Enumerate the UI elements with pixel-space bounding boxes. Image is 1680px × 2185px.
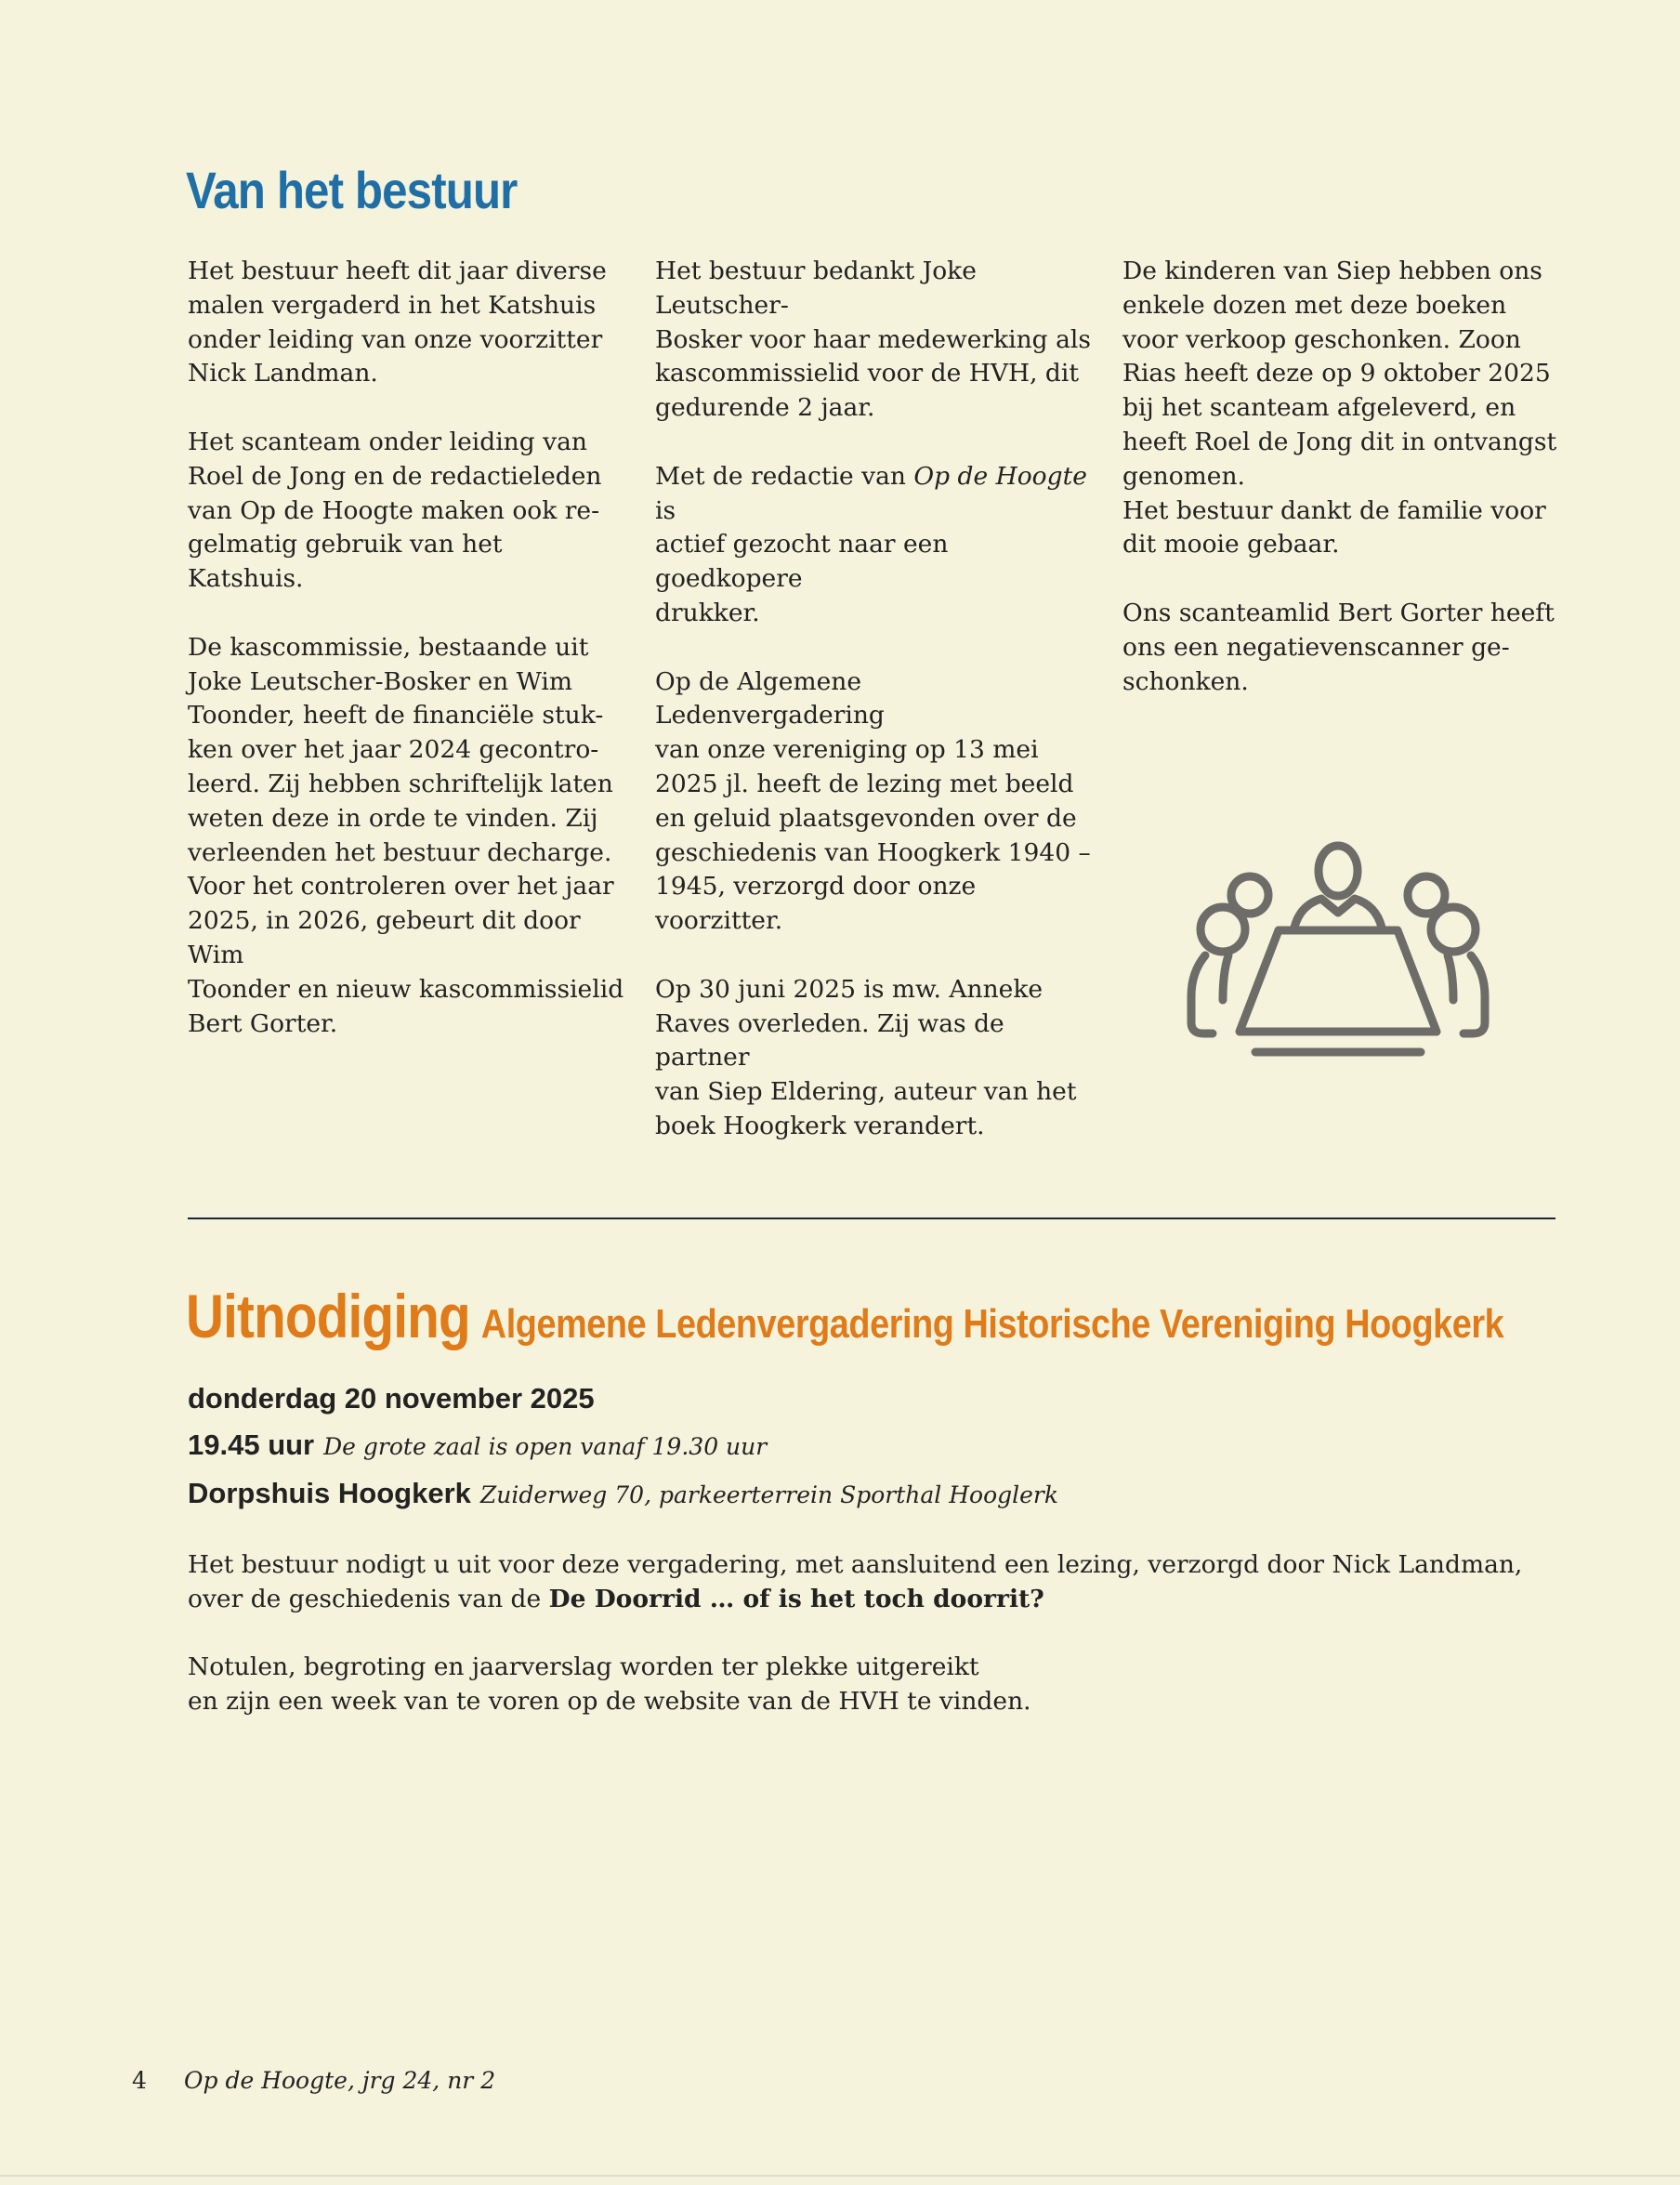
text-span: over de geschiedenis van de xyxy=(188,1584,549,1613)
invitation-title xyxy=(186,1281,1503,1351)
paragraph xyxy=(188,1548,1544,1617)
invitation-body xyxy=(188,1548,1544,1754)
event-time-note: De grote zaal is open vanaf 19.30 uur xyxy=(323,1433,768,1460)
column-1 xyxy=(188,255,624,1075)
paragraph: De kinderen van Siep hebben ons enkele dozen met deze boeken voor verkoop geschonken. Zoon Rias heeft deze op 9 oktober 2025 bij het scanteam afgeleverd, en heeft Roel de Jong dit in ontvangst genomen. xyxy=(1122,257,1557,491)
section-heading-bestuur: Van het bestuur xyxy=(186,161,518,219)
paragraph: Notulen, begroting en jaarverslag worden ter plekke uitgereikt en zijn een week van te voren op de website van de HVH te vinden. xyxy=(188,1652,1031,1717)
paragraph: Ons scanteamlid Bert Gorter heeft ons een negatievenscanner ge- schonken. xyxy=(1122,598,1555,696)
page-edge xyxy=(0,2175,1680,2177)
event-time: 19.45 uur xyxy=(188,1428,315,1461)
event-place-note: Zuiderweg 70, parkeerterrein Sporthal Hooglerk xyxy=(479,1481,1059,1508)
paragraph: Het bestuur dankt de familie voor dit mooie gebaar. xyxy=(1122,495,1546,559)
page-number: 4 xyxy=(132,2067,147,2094)
event-place-row xyxy=(188,1470,1489,1519)
text-span: Met de redactie van xyxy=(655,461,914,491)
paragraph: Op de Algemene Ledenvergadering van onze vereniging op 13 mei 2025 jl. heeft de lezing met beeld en geluid plaatsgevonden over de geschiedenis van Hoogkerk 1940 – 1945, verzorgd door onze voorzitter. xyxy=(655,666,1091,936)
meeting-table-icon xyxy=(1185,836,1491,1060)
text-span: is xyxy=(655,495,676,525)
text-span: Het bestuur nodigt u uit voor deze vergadering, met aansluitend een lezing, verzorgd door Nick Landman, xyxy=(188,1550,1523,1579)
page-footer xyxy=(132,2067,495,2094)
invitation-title-main: Uitnodiging xyxy=(186,1282,470,1350)
column-3 xyxy=(1122,255,1559,733)
paragraph: Het bestuur bedankt Joke Leutscher- Bosker voor haar medewerking als kascommissielid voor de HVH, dit gedurende 2 jaar. xyxy=(655,257,1091,423)
section-divider xyxy=(188,1218,1555,1219)
text-span: actief gezocht naar een goedkopere drukker. xyxy=(655,530,949,627)
event-details xyxy=(188,1375,1489,1519)
paragraph: De kascommissie, bestaande uit Joke Leutscher-Bosker en Wim Toonder, heeft de financiële stuk- ken over het jaar 2024 gecontro- leerd. Zij hebben schriftelijk laten weten deze in orde te vinden. Zij verleenden het bestuur decharge. Voor het controleren over het jaar 2025, in 2026, gebeurt dit door Wim Toonder en nieuw kascommissielid Bert Gorter. xyxy=(188,632,624,1038)
publication-info: Op de Hoogte, jrg 24, nr 2 xyxy=(184,2067,496,2094)
paragraph xyxy=(655,460,1092,631)
paragraph: Het scanteam onder leiding van Roel de Jong en de redactieleden van Op de Hoogte maken ook re- gelmatig gebruik van het Katshuis. xyxy=(188,427,602,594)
lecture-title: De Doorrid … of is het toch doorrit? xyxy=(548,1584,1044,1613)
paragraph: Het bestuur heeft dit jaar diverse malen vergaderd in het Katshuis onder leiding van onze voorzitter Nick Landman. xyxy=(188,257,607,388)
invitation-title-sub: Algemene Ledenvergadering Historische Vereniging Hoogkerk xyxy=(480,1301,1504,1347)
event-date: donderdag 20 november 2025 xyxy=(188,1382,595,1415)
publication-title: Op de Hoogte xyxy=(913,461,1087,491)
event-place: Dorpshuis Hoogkerk xyxy=(188,1477,471,1509)
paragraph: Op 30 juni 2025 is mw. Anneke Raves overleden. Zij was de partner van Siep Eldering, auteur van het boek Hoogkerk verandert. xyxy=(655,974,1077,1140)
event-time-row xyxy=(188,1422,1489,1470)
column-2 xyxy=(655,255,1092,1178)
